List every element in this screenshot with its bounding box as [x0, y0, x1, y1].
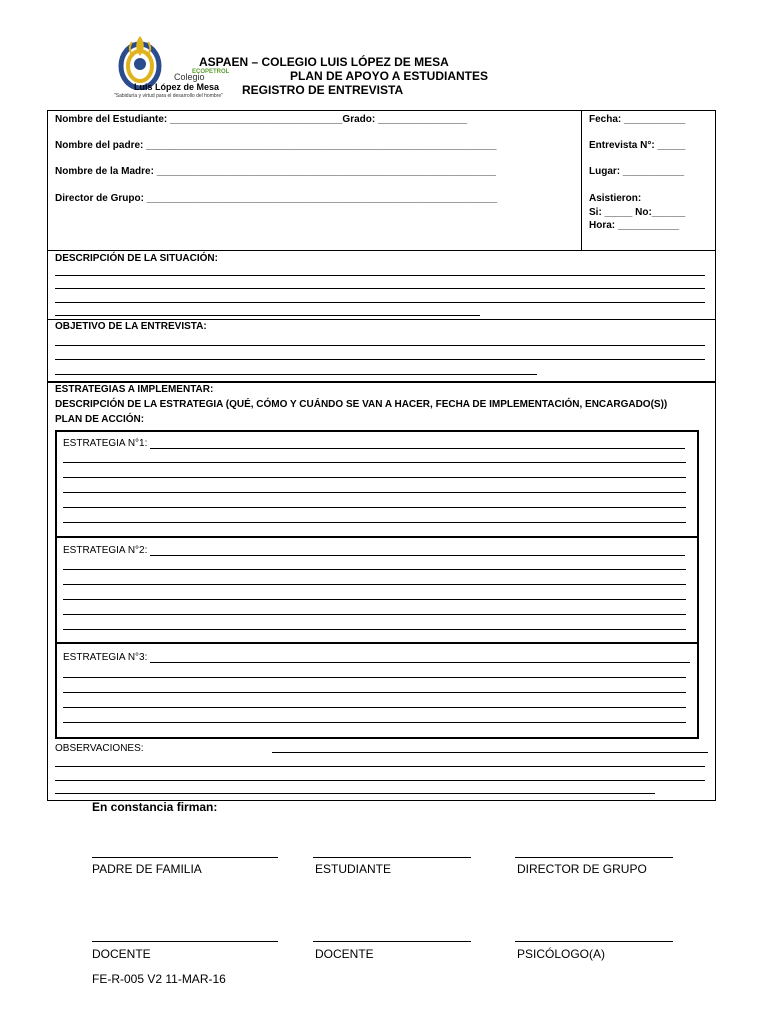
group-director-field[interactable]: Director de Grupo: _______________________________________________________________	[55, 193, 498, 204]
strategy-1-line[interactable]	[150, 448, 685, 449]
signature-label-student: ESTUDIANTE	[315, 862, 392, 876]
strategy-1-line[interactable]	[63, 477, 686, 478]
signature-label-director: DIRECTOR DE GRUPO	[517, 862, 647, 876]
strategy-2-box	[55, 536, 699, 644]
logo-brand: ECOPETROL	[192, 69, 230, 75]
observations-line[interactable]	[272, 752, 708, 753]
situation-line[interactable]	[55, 288, 705, 289]
situation-line[interactable]	[55, 275, 705, 276]
strategy-1-line[interactable]	[63, 507, 686, 508]
strategy-2-line[interactable]	[63, 629, 686, 630]
header-plan: PLAN DE APOYO A ESTUDIANTES	[290, 69, 489, 83]
form-code: FE-R-005 V2 11-MAR-16	[92, 972, 226, 986]
signature-line-teacher-1[interactable]	[92, 941, 278, 942]
time-field[interactable]: Hora: ___________	[589, 220, 680, 231]
objective-label: OBJETIVO DE LA ENTREVISTA:	[55, 321, 207, 332]
interview-number-field[interactable]: Entrevista N°: _____	[589, 140, 686, 151]
place-field[interactable]: Lugar: ___________	[589, 166, 685, 177]
info-divider	[581, 110, 582, 251]
situation-line[interactable]	[55, 302, 705, 303]
strategy-3-line[interactable]	[150, 662, 690, 663]
header-record: REGISTRO DE ENTREVISTA	[242, 83, 404, 97]
date-field[interactable]: Fecha: ___________	[589, 114, 686, 125]
situation-label: DESCRIPCIÓN DE LA SITUACIÓN:	[55, 253, 218, 264]
logo-word-colegio: Colegio	[174, 72, 205, 82]
attended-label: Asistieron:	[589, 193, 642, 204]
father-name-field[interactable]: Nombre del padre: _______________________________________________________________	[55, 140, 497, 151]
signature-line-psychologist[interactable]	[515, 941, 673, 942]
objective-line[interactable]	[55, 374, 537, 375]
attended-yes-no-field[interactable]: Si: _____ No:______	[589, 207, 686, 218]
strategy-3-label: ESTRATEGIA N°3:	[63, 652, 148, 663]
strategy-3-line[interactable]	[63, 677, 686, 678]
strategy-2-line[interactable]	[63, 614, 686, 615]
signature-line-director[interactable]	[515, 857, 673, 858]
strategy-2-line[interactable]	[63, 584, 686, 585]
strategy-1-line[interactable]	[63, 462, 686, 463]
strategy-3-line[interactable]	[63, 707, 686, 708]
signature-line-teacher-2[interactable]	[313, 941, 471, 942]
signature-label-teacher-1: DOCENTE	[92, 947, 151, 961]
strategy-3-line[interactable]	[63, 692, 686, 693]
student-name-field[interactable]: Nombre del Estudiante: _______________________________Grado: ________________	[55, 114, 467, 125]
strategy-2-label: ESTRATEGIA N°2:	[63, 545, 148, 556]
strategy-2-line[interactable]	[150, 555, 685, 556]
strategy-3-line[interactable]	[63, 722, 686, 723]
observations-label: OBSERVACIONES:	[55, 743, 144, 754]
logo-tagline: "Sabiduría y virtud para el desarrollo del hombre"	[114, 93, 223, 99]
strategy-1-line[interactable]	[63, 492, 686, 493]
objective-line[interactable]	[55, 359, 705, 360]
situation-line[interactable]	[55, 315, 480, 316]
mother-name-field[interactable]: Nombre de la Madre: _____________________________________________________________	[55, 166, 496, 177]
signature-label-psychologist: PSICÓLOGO(A)	[517, 947, 606, 961]
observations-line[interactable]	[55, 780, 705, 781]
signature-line-student[interactable]	[313, 857, 471, 858]
signature-line-parent[interactable]	[92, 857, 278, 858]
signature-label-teacher-2: DOCENTE	[315, 947, 374, 961]
header-school: ASPAEN – COLEGIO LUIS LÓPEZ DE MESA	[199, 55, 449, 69]
observations-line[interactable]	[55, 793, 655, 794]
strategy-2-line[interactable]	[63, 599, 686, 600]
strategies-description: DESCRIPCIÓN DE LA ESTRATEGIA (QUÉ, CÓMO Y CUÁNDO SE VAN A HACER, FECHA DE IMPLEMENTACIÓN, ENCARGADO(S))	[55, 399, 668, 410]
strategy-2-line[interactable]	[63, 569, 686, 570]
strategy-3-box	[55, 642, 699, 739]
action-plan-label: PLAN DE ACCIÓN:	[55, 414, 145, 425]
objective-line[interactable]	[55, 345, 705, 346]
observations-line[interactable]	[55, 766, 705, 767]
strategies-title: ESTRATEGIAS A IMPLEMENTAR:	[55, 384, 214, 395]
signatures-heading: En constancia firman:	[92, 800, 218, 814]
logo-word-name: Luis López de Mesa	[134, 82, 220, 92]
strategy-1-label: ESTRATEGIA N°1:	[63, 438, 148, 449]
signature-label-parent: PADRE DE FAMILIA	[92, 862, 202, 876]
strategy-1-line[interactable]	[63, 522, 686, 523]
